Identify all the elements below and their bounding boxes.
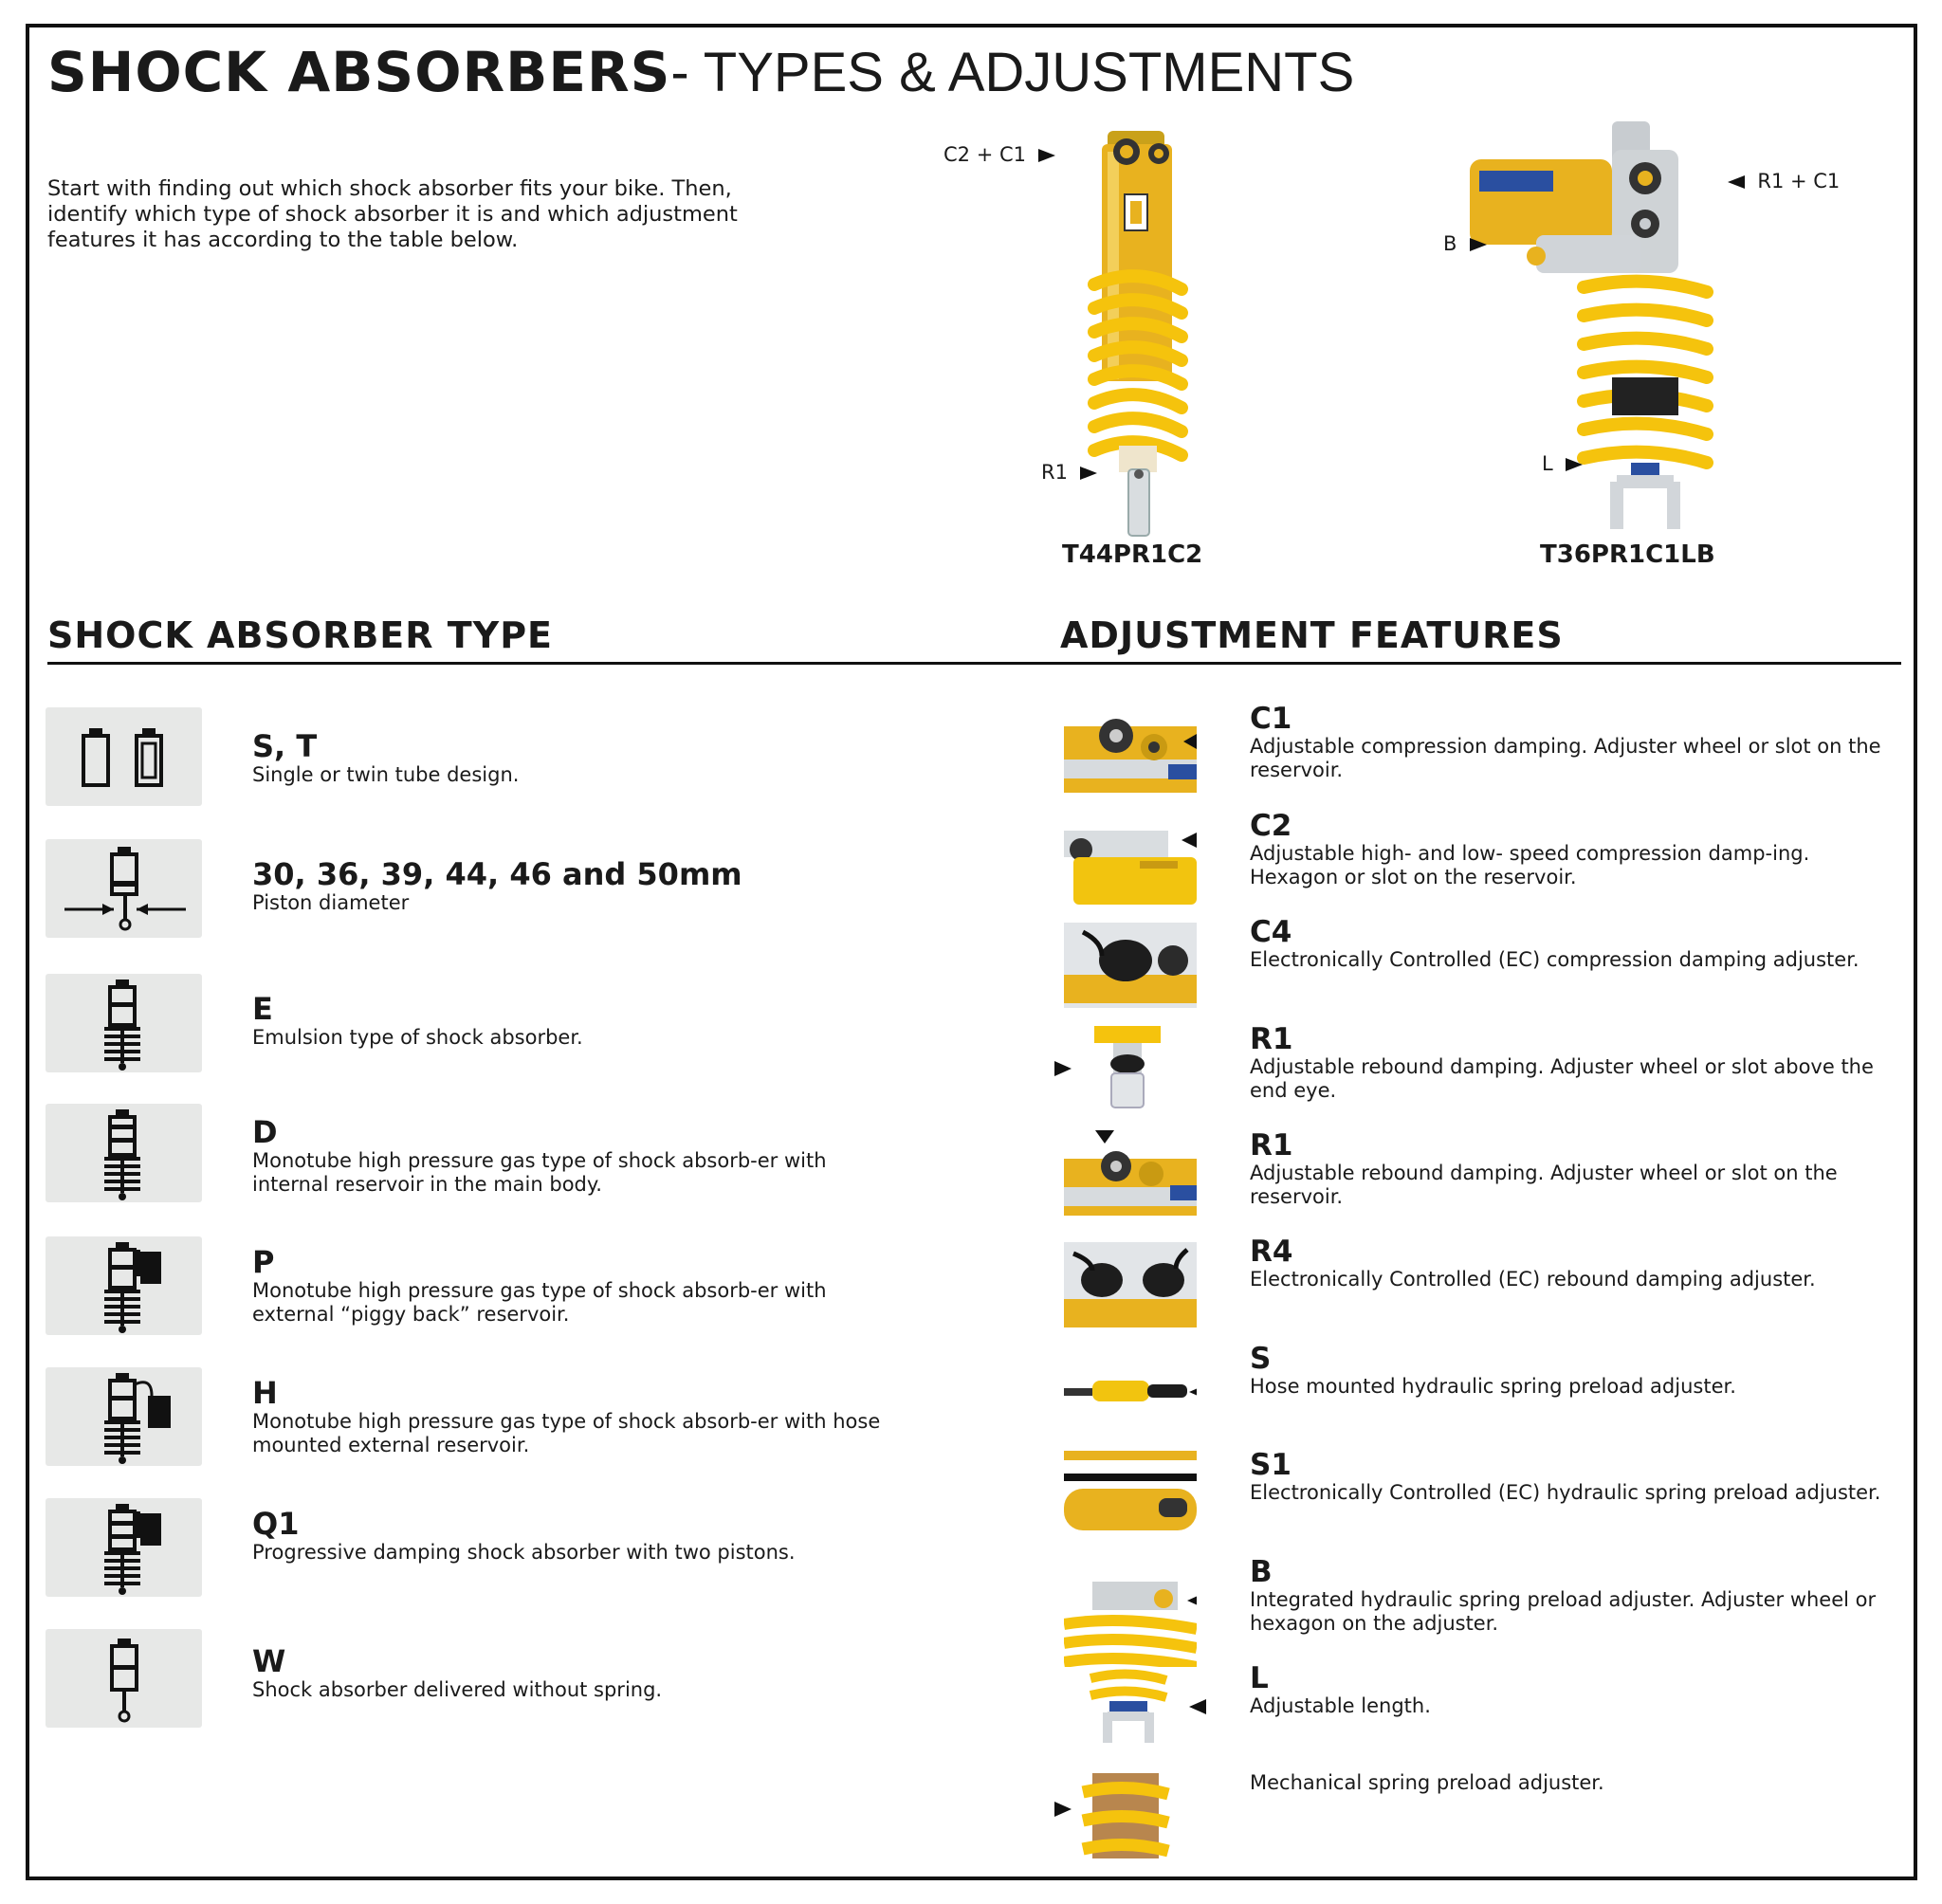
two-piston-shock-icon <box>46 1498 202 1597</box>
feature-l-image <box>1081 1669 1214 1754</box>
model-label-t44: T44PR1C2 <box>1062 540 1203 569</box>
feature-code-c4: C4 <box>1250 915 1292 949</box>
feature-c1-image <box>1064 707 1197 793</box>
type-code-h: H <box>252 1375 278 1411</box>
callout-r1: R1 <box>1041 460 1097 485</box>
piston-diameter-icon <box>46 839 202 938</box>
type-desc-st: Single or twin tube design. <box>252 763 520 786</box>
feature-desc-b: Integrated hydraulic spring preload adjuster. Adjuster wheel or hexagon on the adjuster. <box>1250 1588 1877 1635</box>
feature-b-image <box>1064 1582 1197 1667</box>
hose-reservoir-shock-icon <box>46 1367 202 1466</box>
type-code-d: D <box>252 1114 278 1150</box>
pointer-arrow-icon <box>1470 238 1487 251</box>
feature-desc-c1: Adjustable compression damping. Adjuster wheel or slot on the reservoir. <box>1250 735 1881 781</box>
pointer-arrow-icon <box>1728 175 1745 189</box>
feature-code-c1: C1 <box>1250 702 1292 736</box>
type-desc-piston: Piston diameter <box>252 891 410 914</box>
feature-desc-r1-end-eye: Adjustable rebound damping. Adjuster wheel or slot above the end eye. <box>1250 1055 1874 1102</box>
feature-desc-r1-reservoir: Adjustable rebound damping. Adjuster wheel or slot on the reservoir. <box>1250 1162 1838 1208</box>
type-desc-h: Monotube high pressure gas type of shock absorb-er with hose mounted external reservoir. <box>252 1410 881 1456</box>
callout-b: B <box>1443 231 1487 256</box>
emulsion-shock-icon <box>46 974 202 1072</box>
type-code-st: S, T <box>252 728 318 764</box>
type-code-p: P <box>252 1244 275 1280</box>
page-title: SHOCK ABSORBERS- TYPES & ADJUSTMENTS <box>47 40 1355 104</box>
feature-code-s1: S1 <box>1250 1448 1292 1482</box>
feature-c2-image <box>1064 823 1197 908</box>
section-heading-type: SHOCK ABSORBER TYPE <box>47 614 554 656</box>
internal-reservoir-shock-icon <box>46 1104 202 1202</box>
feature-code-b: B <box>1250 1555 1273 1589</box>
type-desc-d: Monotube high pressure gas type of shock absorb-er with internal reservoir in the main body. <box>252 1149 827 1196</box>
pointer-arrow-icon <box>1038 149 1055 162</box>
feature-code-r4: R4 <box>1250 1235 1293 1269</box>
feature-desc-r4: Electronically Controlled (EC) rebound damping adjuster. <box>1250 1268 1816 1291</box>
feature-desc-c2: Adjustable high- and low- speed compression damp-ing. Hexagon or slot on the reservoir. <box>1250 842 1810 888</box>
type-code-w: W <box>252 1643 286 1679</box>
type-code-piston: 30, 36, 39, 44, 46 and 50mm <box>252 856 742 892</box>
feature-s1-image <box>1064 1451 1197 1536</box>
feature-code-r1-reservoir: R1 <box>1250 1128 1293 1163</box>
callout-r1-c1: R1 + C1 <box>1728 169 1840 193</box>
intro-text: Start with finding out which shock absorber fits your bike. Then, identify which type of shock absorber it is and which adjustment features it has according to the table below. <box>47 176 738 252</box>
callout-c2-c1: C2 + C1 <box>944 142 1055 167</box>
feature-s-image <box>1064 1365 1197 1451</box>
feature-mechanical-preload-image <box>1054 1773 1187 1858</box>
feature-desc-s: Hose mounted hydraulic spring preload adjuster. <box>1250 1375 1736 1398</box>
feature-code-l: L <box>1250 1661 1269 1695</box>
pointer-arrow-icon <box>1080 467 1097 480</box>
feature-code-c2: C2 <box>1250 809 1292 843</box>
feature-code-s: S <box>1250 1342 1272 1376</box>
type-desc-w: Shock absorber delivered without spring. <box>252 1678 663 1701</box>
shock-t36-illustration <box>1460 121 1726 539</box>
section-divider <box>47 662 1901 665</box>
type-code-q1: Q1 <box>252 1506 300 1542</box>
model-label-t36: T36PR1C1LB <box>1540 540 1715 569</box>
feature-r1-end-eye-image <box>1054 1026 1187 1111</box>
feature-desc-l: Adjustable length. <box>1250 1694 1431 1717</box>
feature-r4-image <box>1064 1242 1197 1327</box>
callout-l: L <box>1542 451 1583 476</box>
piggyback-shock-icon <box>46 1236 202 1335</box>
feature-desc-mechanical-preload: Mechanical spring preload adjuster. <box>1250 1771 1604 1794</box>
section-heading-features: ADJUSTMENT FEATURES <box>1060 614 1564 656</box>
feature-code-r1-end-eye: R1 <box>1250 1022 1293 1056</box>
no-spring-shock-icon <box>46 1629 202 1728</box>
type-code-e: E <box>252 991 273 1027</box>
type-desc-e: Emulsion type of shock absorber. <box>252 1026 583 1049</box>
type-desc-p: Monotube high pressure gas type of shock absorb-er with external “piggy back” reservoir. <box>252 1279 827 1326</box>
feature-desc-c4: Electronically Controlled (EC) compression damping adjuster. <box>1250 948 1860 971</box>
twin-tube-icon <box>46 707 202 806</box>
feature-c4-image <box>1064 923 1197 1008</box>
pointer-arrow-icon <box>1566 458 1583 471</box>
feature-desc-s1: Electronically Controlled (EC) hydraulic spring preload adjuster. <box>1250 1481 1881 1504</box>
feature-r1-reservoir-image <box>1064 1130 1197 1216</box>
type-desc-q1: Progressive damping shock absorber with two pistons. <box>252 1541 796 1564</box>
